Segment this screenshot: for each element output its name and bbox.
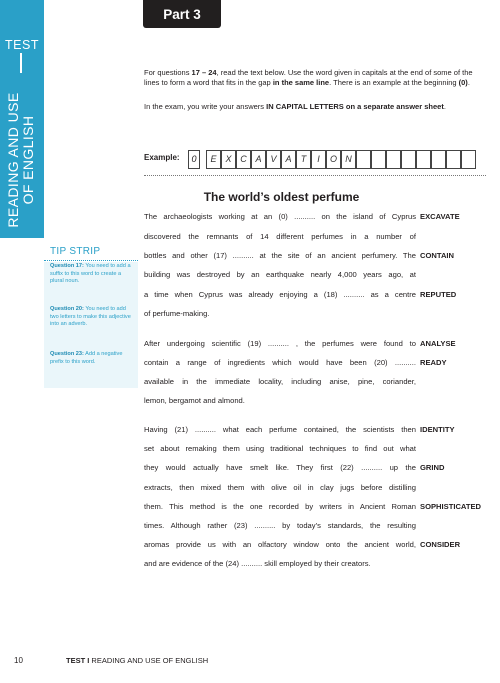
keyword: GRIND (420, 463, 445, 472)
text-line: The archaeologists working at an (0) .......... on the island of Cyprus (144, 212, 416, 221)
instr-text: . (467, 77, 470, 87)
text-line: Having (21) .......... what each perfume contained, the scientists then (144, 425, 416, 434)
example-letter-cell: I (311, 150, 326, 169)
text-line: them. This method is the one recorded by writers in Ancient Roman (144, 502, 416, 511)
test-number-mark (20, 53, 22, 73)
divider (144, 175, 486, 176)
text-line: building was destroyed by an earthquake nearly 4,000 years ago, at (144, 270, 416, 279)
tip-question: Question 20: (50, 306, 84, 312)
example-letter-cell (446, 150, 461, 169)
keyword: SOPHISTICATED (420, 502, 482, 511)
keyword: REPUTED (420, 290, 457, 299)
text-line: discovered the remnants of 14 different perfumes in a number of (144, 232, 416, 241)
example-letter-cell: O (326, 150, 341, 169)
tip-item (50, 306, 136, 329)
text-line: contain a range of ingredients which would have been (20) .......... (144, 358, 416, 367)
tip-question: Question 17: (50, 263, 84, 269)
keyword: IDENTITY (420, 425, 455, 434)
part-tab: Part 3 (143, 0, 221, 28)
tip-item (50, 351, 136, 366)
example-label: Example: (144, 153, 180, 162)
example-letter-cell: E (206, 150, 221, 169)
page-number: 10 (14, 656, 23, 665)
example-letter-cell: N (341, 150, 356, 169)
footer-running-title (66, 656, 208, 665)
instructions-paragraph-2 (144, 102, 484, 112)
example-letter-cell: T (296, 150, 311, 169)
text-line: bottles and other (17) .......... at the site of an ancient perfumery. The (144, 251, 416, 260)
example-letter-cell (401, 150, 416, 169)
text-line: set about remaking them using traditional techniques to find out what (144, 444, 416, 453)
text-line: aromas provide us with an olfactory window onto the ancient world, (144, 540, 416, 549)
instr-bold: in the same line (272, 77, 330, 87)
instr-bold: IN CAPITAL LETTERS on a separate answer sheet (266, 102, 444, 111)
instr-text: In the exam, you write your answers (144, 102, 267, 111)
text-line: extracts, then mixed them with olive oil in clay jugs before distilling (144, 483, 416, 492)
example-letter-cell: C (236, 150, 251, 169)
text-line: times. Although rather (23) .......... by today’s standards, the resulting (144, 521, 416, 530)
text-line: and are evidence of the (24) .......... skill employed by their creators. (144, 559, 371, 568)
instructions-paragraph-1 (144, 68, 484, 88)
text-line: lemon, bergamot and almond. (144, 396, 245, 405)
tip-text: You need to add two letters to make this adjective into an adverb. (50, 306, 131, 327)
text-line: they would actually have smelt like. They first (22) .......... up the (144, 463, 416, 472)
example-letter-cell: A (251, 150, 266, 169)
keyword: ANALYSE (420, 339, 456, 348)
example-letter-cell: X (221, 150, 236, 169)
keyword: CONSIDER (420, 540, 461, 549)
example-letter-cell: V (266, 150, 281, 169)
keyword: CONTAIN (420, 251, 455, 260)
section-title (6, 85, 36, 235)
instr-text: , read the text below. Use the word given in capitals at the end of some of the lines to form a word that fits in the gap (144, 68, 473, 87)
instr-text: For questions (144, 68, 192, 77)
instr-bold: 17 – 24 (191, 68, 217, 77)
example-letter-cell (416, 150, 431, 169)
test-label: TEST (5, 38, 39, 52)
keyword: READY (420, 358, 447, 367)
tip-question: Question 23: (50, 351, 84, 357)
section-title-line2: OF ENGLISH (20, 115, 36, 205)
tip-text: You need to add a suffix to this word to create a plural noun. (50, 263, 131, 284)
tip-strip-title: TIP STRIP (50, 246, 101, 257)
example-letter-cell (371, 150, 386, 169)
text-title: The world’s oldest perfume (203, 190, 360, 204)
text-line: After undergoing scientific (19) .......... , the perfumes were found to (144, 339, 416, 348)
footer-section: READING AND USE OF ENGLISH (89, 656, 209, 665)
text-line: available in the immediate locality, including anise, pine, coriander, (144, 377, 416, 386)
example-letter-cell (431, 150, 446, 169)
tip-text: Add a negative prefix to this word. (50, 351, 123, 365)
example-letter-cell (461, 150, 476, 169)
instr-text: . There is an example at the beginning (329, 77, 459, 87)
tip-item (50, 263, 136, 286)
section-title-line1: READING AND USE (5, 92, 21, 228)
example-letter-cell: A (281, 150, 296, 169)
text-line: of perfume-making. (144, 309, 210, 318)
example-number-box: 0 (188, 150, 200, 169)
example-letter-cell (386, 150, 401, 169)
footer-test: TEST I (66, 656, 90, 665)
keyword: EXCAVATE (420, 212, 460, 221)
example-letter-cell (356, 150, 371, 169)
instr-text: . (443, 102, 446, 111)
instr-bold: (0) (458, 77, 468, 87)
text-line: a time when Cyprus was already enjoying a (18) .......... as a centre (144, 290, 416, 299)
